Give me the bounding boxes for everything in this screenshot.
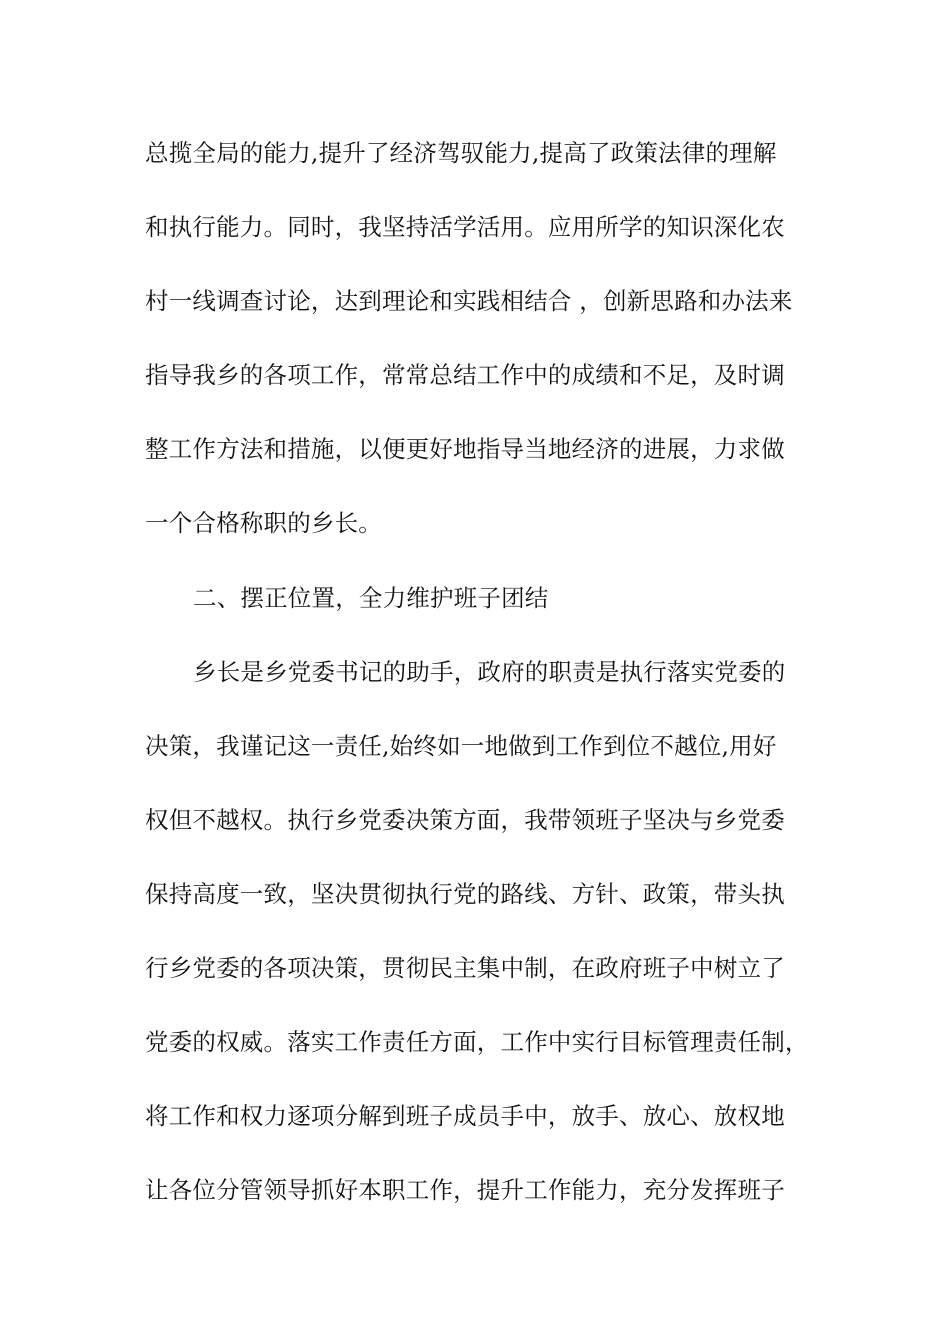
section-heading: 二、摆正位置，全力维护班子团结 [193,584,549,612]
paragraph-line: 党委的权威。落实工作责任方面，工作中实行目标管理责任制， [145,1028,809,1056]
paragraph-line: 总揽全局的能力,提升了经济驾驭能力,提高了政策法律的理解 [145,139,777,167]
paragraph-line: 和执行能力。同时，我坚持活学活用。应用所学的知识深化农 [145,213,785,241]
paragraph-line: 指导我乡的各项工作，常常总结工作中的成绩和不足，及时调 [145,361,785,389]
paragraph-line: 村一线调查讨论，达到理论和实践相结合 ，创新思路和办法来 [145,287,793,315]
paragraph-line: 乡长是乡党委书记的助手，政府的职责是执行落实党委的 [193,658,786,686]
paragraph-line: 决策，我谨记这一责任,始终如一地做到工作到位不越位,用好 [145,732,777,760]
paragraph-line: 行乡党委的各项决策，贯彻民主集中制，在政府班子中树立了 [145,954,785,982]
paragraph-line: 将工作和权力逐项分解到班子成员手中，放手、放心、放权地 [145,1102,785,1130]
paragraph-line: 保持高度一致，坚决贯彻执行党的路线、方针、政策，带头执 [145,880,785,908]
paragraph-line: 一个合格称职的乡长。 [145,509,382,537]
paragraph-line: 让各位分管领导抓好本职工作，提升工作能力，充分发挥班子 [145,1176,785,1204]
paragraph-line: 权但不越权。执行乡党委决策方面，我带领班子坚决与乡党委 [145,806,785,834]
paragraph-line: 整工作方法和措施，以便更好地指导当地经济的进展，力求做 [145,435,785,463]
